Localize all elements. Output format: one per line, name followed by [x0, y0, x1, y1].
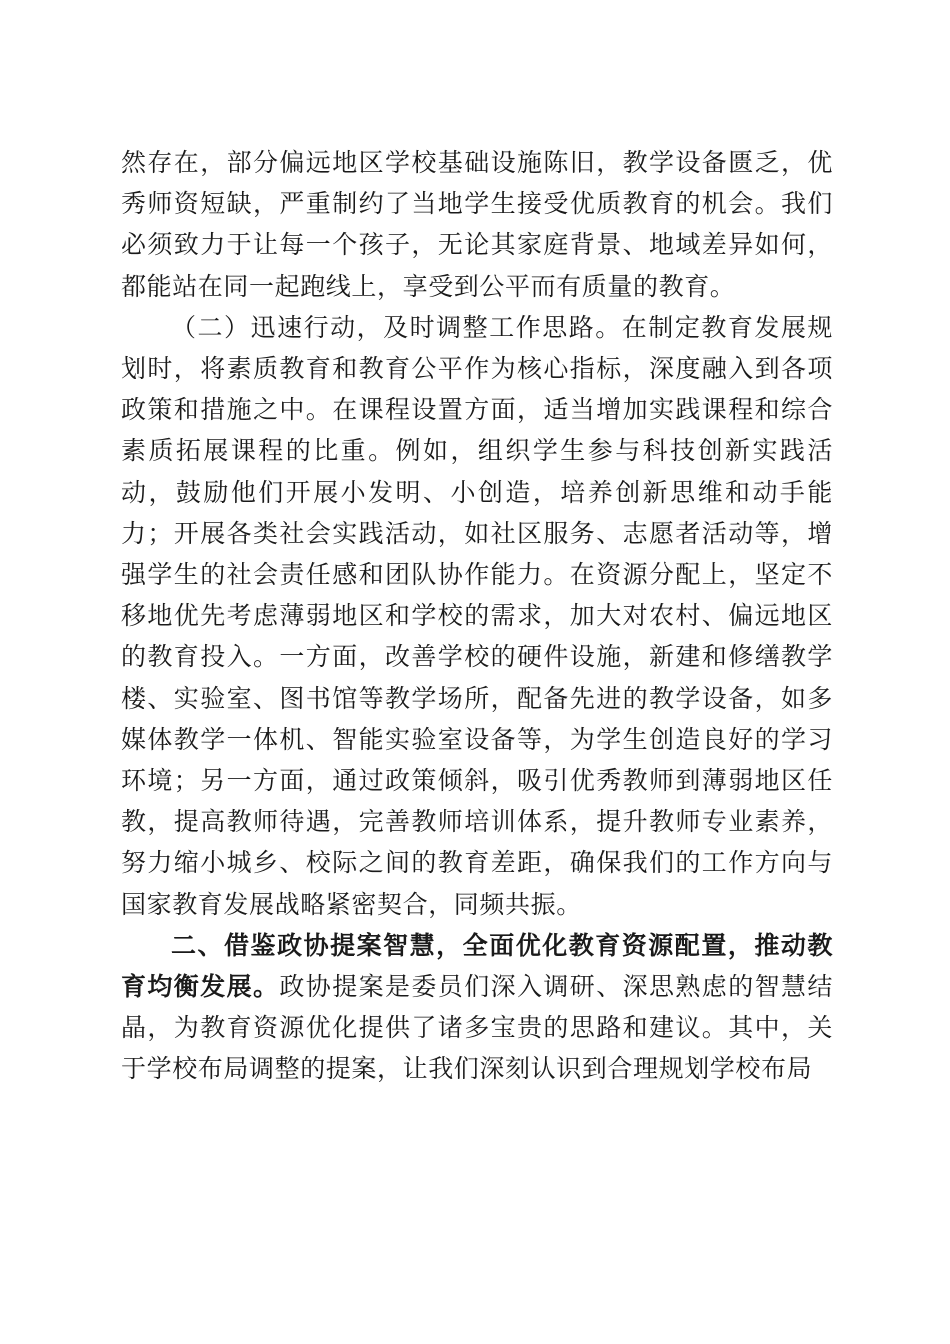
document-body — [121, 142, 833, 1090]
section-heading-3: 二、借鉴政协提案智慧，全面优化教育资源配置，推动教育均衡发展。 — [121, 930, 833, 1002]
paragraph-1-text: 然存在，部分偏远地区学校基础设施陈旧，教学设备匮乏，优秀师资短缺，严重制约了当地学生接受优质教育的机会。我们必须致力于让每一个孩子，无论其家庭背景、地域差异如何，都能站在同一起跑线上，享受到公平而有质量的教育。 — [121, 148, 833, 301]
paragraph-3 — [121, 925, 833, 1090]
paragraph-2-text: 在制定教育发展规划时，将素质教育和教育公平作为核心指标，深度融入到各项政策和措施之中。在课程设置方面，适当增加实践课程和综合素质拓展课程的比重。例如，组织学生参与科技创新实践活动，鼓励他们开展小发明、小创造，培养创新思维和动手能力；开展各类社会实践活动，如社区服务、志愿者活动等，增强学生的社会责任感和团队协作能力。在资源分配上，坚定不移地优先考虑薄弱地区和学校的需求，加大对农村、偏远地区的教育投入。一方面，改善学校的硬件设施，新建和修缮教学楼、实验室、图书馆等教学场所，配备先进的教学设备，如多媒体教学一体机、智能实验室设备等，为学生创造良好的学习环境；另一方面，通过政策倾斜，吸引优秀教师到薄弱地区任教，提高教师待遇，完善教师培训体系，提升教师专业素养，努力缩小城乡、校际之间的教育差距，确保我们的工作方向与国家教育发展战略紧密契合，同频共振。 — [121, 312, 833, 919]
section-heading-2: （二）迅速行动，及时调整工作思路。 — [171, 312, 622, 342]
paragraph-3-text: 政协提案是委员们深入调研、深思熟虑的智慧结晶，为教育资源优化提供了诸多宝贵的思路和建议。其中，关于学校布局调整的提案，让我们深刻认识到合理规划学校布局 — [121, 972, 833, 1084]
paragraph-1 — [121, 142, 833, 307]
paragraph-2 — [121, 307, 833, 925]
